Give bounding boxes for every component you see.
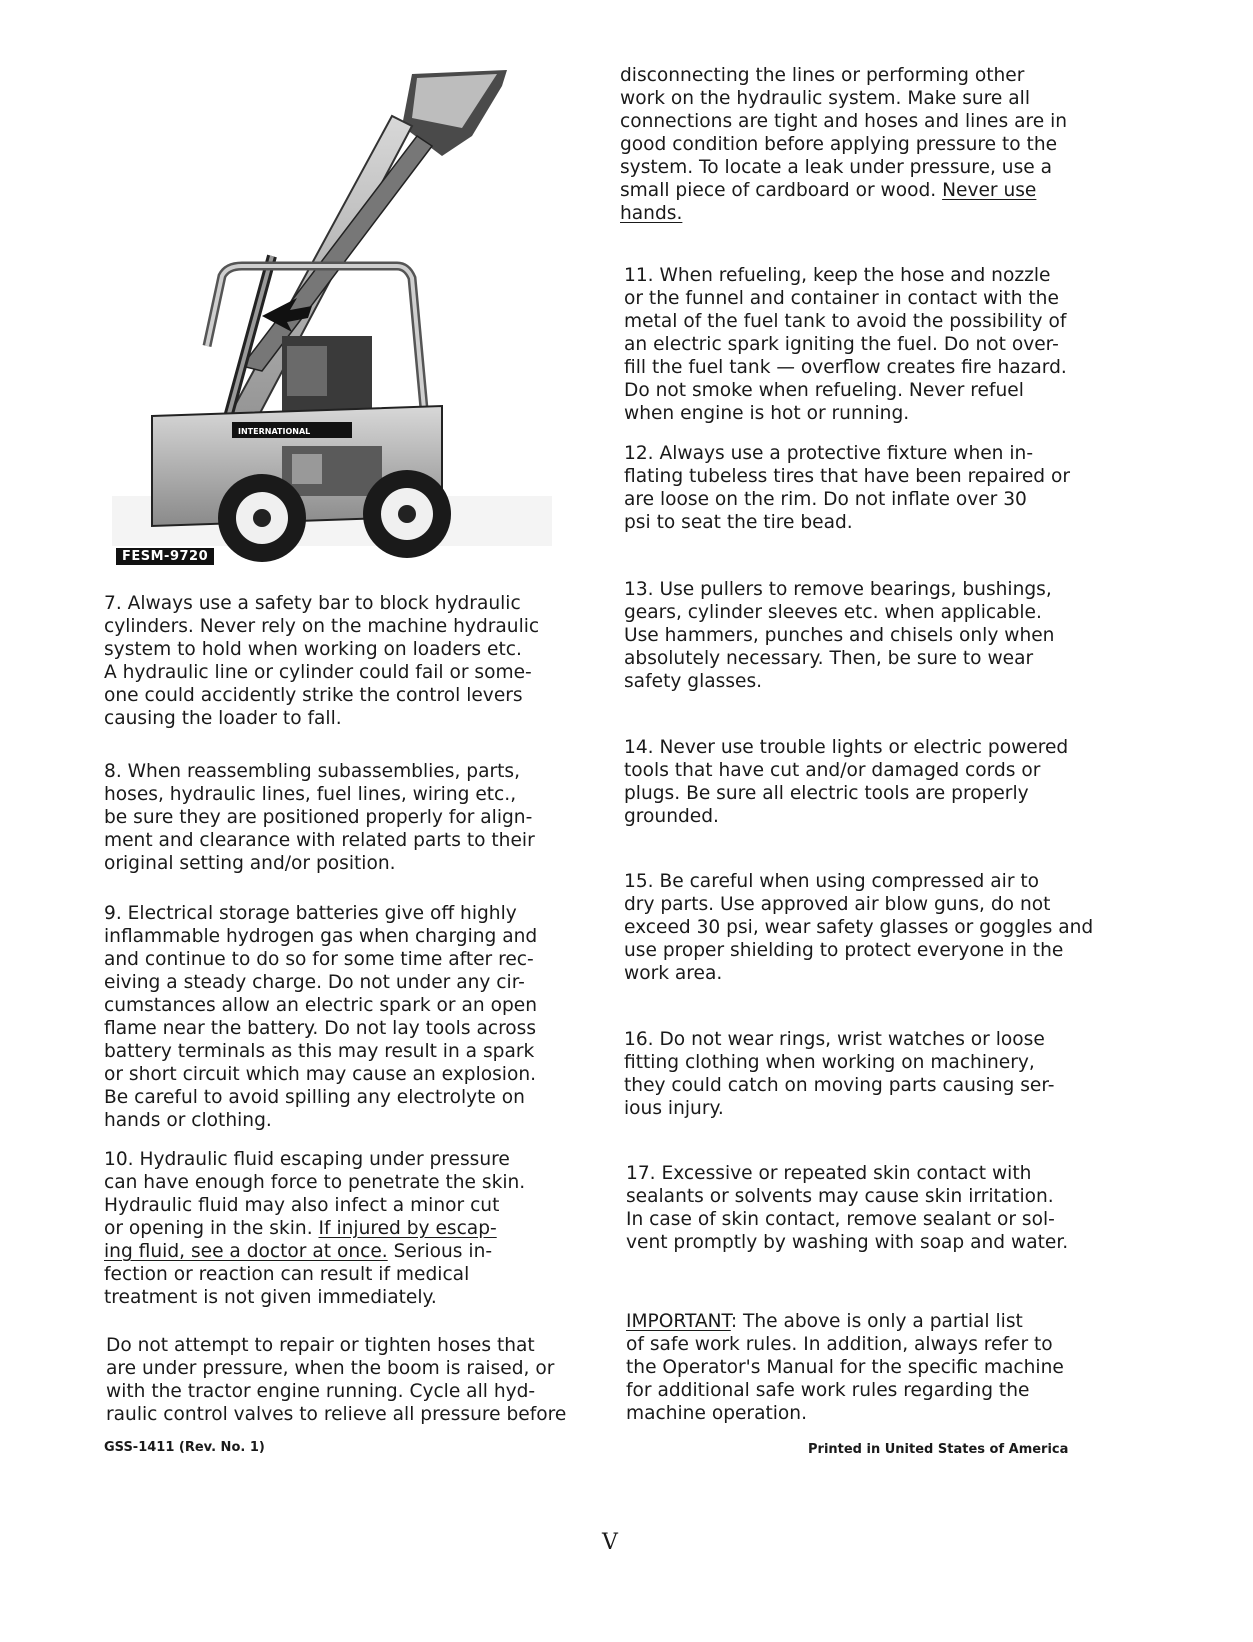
important-line: machine operation.	[626, 1403, 807, 1424]
rule-10-line	[104, 1240, 525, 1263]
rule-9-line: flame near the battery. Do not lay tools across	[104, 1018, 537, 1039]
rule-13-line: Use hammers, punches and chisels only when	[624, 625, 1055, 646]
rule-9-line: and continue to do so for some time after rec-	[104, 949, 534, 970]
important-note	[626, 1310, 1064, 1425]
rule-16-line: 16. Do not wear rings, wrist watches or loose	[624, 1029, 1045, 1050]
rule-7-line: cylinders. Never rely on the machine hydraulic	[104, 616, 540, 637]
rule-11	[624, 264, 1067, 425]
rule-10-line: 10. Hydraulic fluid escaping under pressure	[104, 1149, 510, 1170]
rule-9-line: cumstances allow an electric spark or an open	[104, 995, 537, 1016]
rule-8-line: 8. When reassembling subassemblies, parts,	[104, 761, 520, 782]
important-line	[626, 1310, 1064, 1333]
rule-10-warning-underlined: If injured by escap-	[318, 1218, 497, 1239]
page-number: V	[602, 1530, 618, 1555]
rule-10-continued-line: work on the hydraulic system. Make sure all	[620, 88, 1030, 109]
rule-10-line: Hydraulic fluid may also infect a minor cut	[104, 1195, 500, 1216]
form-number: GSS-1411 (Rev. No. 1)	[104, 1440, 265, 1455]
rule-10-continued-line: are under pressure, when the boom is raised, or	[106, 1358, 555, 1379]
rule-10	[104, 1148, 525, 1309]
rule-17-line: vent promptly by washing with soap and water.	[626, 1232, 1069, 1253]
rule-17-line: In case of skin contact, remove sealant or sol-	[626, 1209, 1055, 1230]
rule-13-line: gears, cylinder sleeves etc. when applicable.	[624, 602, 1042, 623]
rule-15-line: 15. Be careful when using compressed air to	[624, 871, 1040, 892]
rule-7-line: causing the loader to fall.	[104, 708, 342, 729]
rule-10-warning-underlined: ing fluid, see a doctor at once.	[104, 1241, 388, 1262]
rule-7-line: system to hold when working on loaders etc.	[104, 639, 522, 660]
machine-decal: INTERNATIONAL	[238, 427, 311, 436]
rule-10-line: treatment is not given immediately.	[104, 1287, 437, 1308]
rule-12-line: flating tubeless tires that have been repaired or	[624, 466, 1071, 487]
rule-12	[624, 442, 1070, 534]
rule-12-line: psi to seat the tire bead.	[624, 512, 853, 533]
rule-15-line: use proper shielding to protect everyone in the	[624, 940, 1064, 961]
rule-9-line: 9. Electrical storage batteries give off highly	[104, 903, 517, 924]
rule-11-line: when engine is hot or running.	[624, 403, 910, 424]
rule-8-line: ment and clearance with related parts to their	[104, 830, 535, 851]
rule-11-line: or the funnel and container in contact with the	[624, 288, 1059, 309]
rule-16-line: ious injury.	[624, 1098, 724, 1119]
rule-11-line: Do not smoke when refueling. Never refuel	[624, 380, 1024, 401]
rule-7	[104, 592, 539, 730]
rule-8-line: hoses, hydraulic lines, fuel lines, wiring etc.,	[104, 784, 517, 805]
rule-15-line: dry parts. Use approved air blow guns, do not	[624, 894, 1051, 915]
never-use-hands-underlined: Never use	[942, 180, 1037, 201]
rule-15-line: exceed 30 psi, wear safety glasses or goggles and	[624, 917, 1094, 938]
rule-11-line: 11. When refueling, keep the hose and nozzle	[624, 265, 1051, 286]
rule-9-line: hands or clothing.	[104, 1110, 272, 1131]
rule-9-line: inflammable hydrogen gas when charging and	[104, 926, 538, 947]
important-label: IMPORTANT	[626, 1311, 731, 1332]
skid-steer-loader-photo	[112, 66, 552, 580]
rule-12-line: are loose on the rim. Do not inflate over 30	[624, 489, 1027, 510]
important-line: for additional safe work rules regarding the	[626, 1380, 1030, 1401]
rule-14-line: 14. Never use trouble lights or electric powered	[624, 737, 1069, 758]
rule-9-line: eiving a steady charge. Do not under any cir-	[104, 972, 525, 993]
rule-9-line: Be careful to avoid spilling any electrolyte on	[104, 1087, 525, 1108]
rule-10-continued-line: Do not attempt to repair or tighten hoses that	[106, 1335, 535, 1356]
rule-10-line	[104, 1217, 525, 1240]
rule-13-line: absolutely necessary. Then, be sure to wear	[624, 648, 1034, 669]
rule-10-text: Serious in-	[387, 1241, 493, 1262]
rule-10-line: can have enough force to penetrate the skin.	[104, 1172, 526, 1193]
rule-10-continued-line: with the tractor engine running. Cycle all hyd-	[106, 1381, 536, 1402]
rule-10-text: small piece of cardboard or wood.	[620, 180, 943, 201]
rule-11-line: metal of the fuel tank to avoid the possibility of	[624, 311, 1067, 332]
rule-16-line: fitting clothing when working on machinery,	[624, 1052, 1035, 1073]
rule-14-line: grounded.	[624, 806, 719, 827]
rule-10-continued-line: raulic control valves to relieve all pressure before	[106, 1404, 567, 1425]
rule-8-line: be sure they are positioned properly for align-	[104, 807, 533, 828]
rule-14-line: tools that have cut and/or damaged cords or	[624, 760, 1041, 781]
important-line: of safe work rules. In addition, always refer to	[626, 1334, 1053, 1355]
rule-17	[626, 1162, 1068, 1254]
rule-13	[624, 578, 1054, 693]
rule-8-line: original setting and/or position.	[104, 853, 396, 874]
rule-10-text: or opening in the skin.	[104, 1218, 319, 1239]
rule-13-line: 13. Use pullers to remove bearings, bushings,	[624, 579, 1052, 600]
figure-label: FESM-9720	[116, 548, 214, 565]
rule-14	[624, 736, 1068, 828]
rule-7-line: one could accidently strike the control levers	[104, 685, 523, 706]
rule-11-line: an electric spark igniting the fuel. Do not over-	[624, 334, 1059, 355]
rule-10-continued-line	[620, 179, 1067, 202]
rule-8	[104, 760, 535, 875]
rule-15-line: work area.	[624, 963, 723, 984]
important-text: : The above is only a partial list	[730, 1311, 1023, 1332]
rule-10-continued-line: good condition before applying pressure to the	[620, 134, 1058, 155]
important-line: the Operator's Manual for the specific machine	[626, 1357, 1064, 1378]
rule-10-continued-line: disconnecting the lines or performing other	[620, 65, 1025, 86]
never-use-hands-underlined: hands.	[620, 203, 683, 224]
rule-10-continued-line: connections are tight and hoses and lines are in	[620, 111, 1068, 132]
rule-9-line: or short circuit which may cause an explosion.	[104, 1064, 537, 1085]
rule-9	[104, 902, 537, 1132]
rule-12-line: 12. Always use a protective fixture when in-	[624, 443, 1034, 464]
rule-10-line: fection or reaction can result if medical	[104, 1264, 470, 1285]
rule-17-line: sealants or solvents may cause skin irritation.	[626, 1186, 1054, 1207]
rule-9-line: battery terminals as this may result in a spark	[104, 1041, 535, 1062]
rule-17-line: 17. Excessive or repeated skin contact with	[626, 1163, 1032, 1184]
rule-7-line: A hydraulic line or cylinder could fail or some-	[104, 662, 532, 683]
rule-13-line: safety glasses.	[624, 671, 763, 692]
rule-10-continued-right	[620, 64, 1067, 225]
rule-10-continued-line: system. To locate a leak under pressure, use a	[620, 157, 1053, 178]
rule-11-line: fill the fuel tank — overflow creates fire hazard.	[624, 357, 1067, 378]
printed-in: Printed in United States of America	[808, 1442, 1069, 1457]
rule-14-line: plugs. Be sure all electric tools are properly	[624, 783, 1029, 804]
rule-15	[624, 870, 1093, 985]
rule-10-continued	[106, 1334, 566, 1426]
rule-7-line: 7. Always use a safety bar to block hydraulic	[104, 593, 521, 614]
rule-16-line: they could catch on moving parts causing ser-	[624, 1075, 1055, 1096]
rule-16	[624, 1028, 1055, 1120]
